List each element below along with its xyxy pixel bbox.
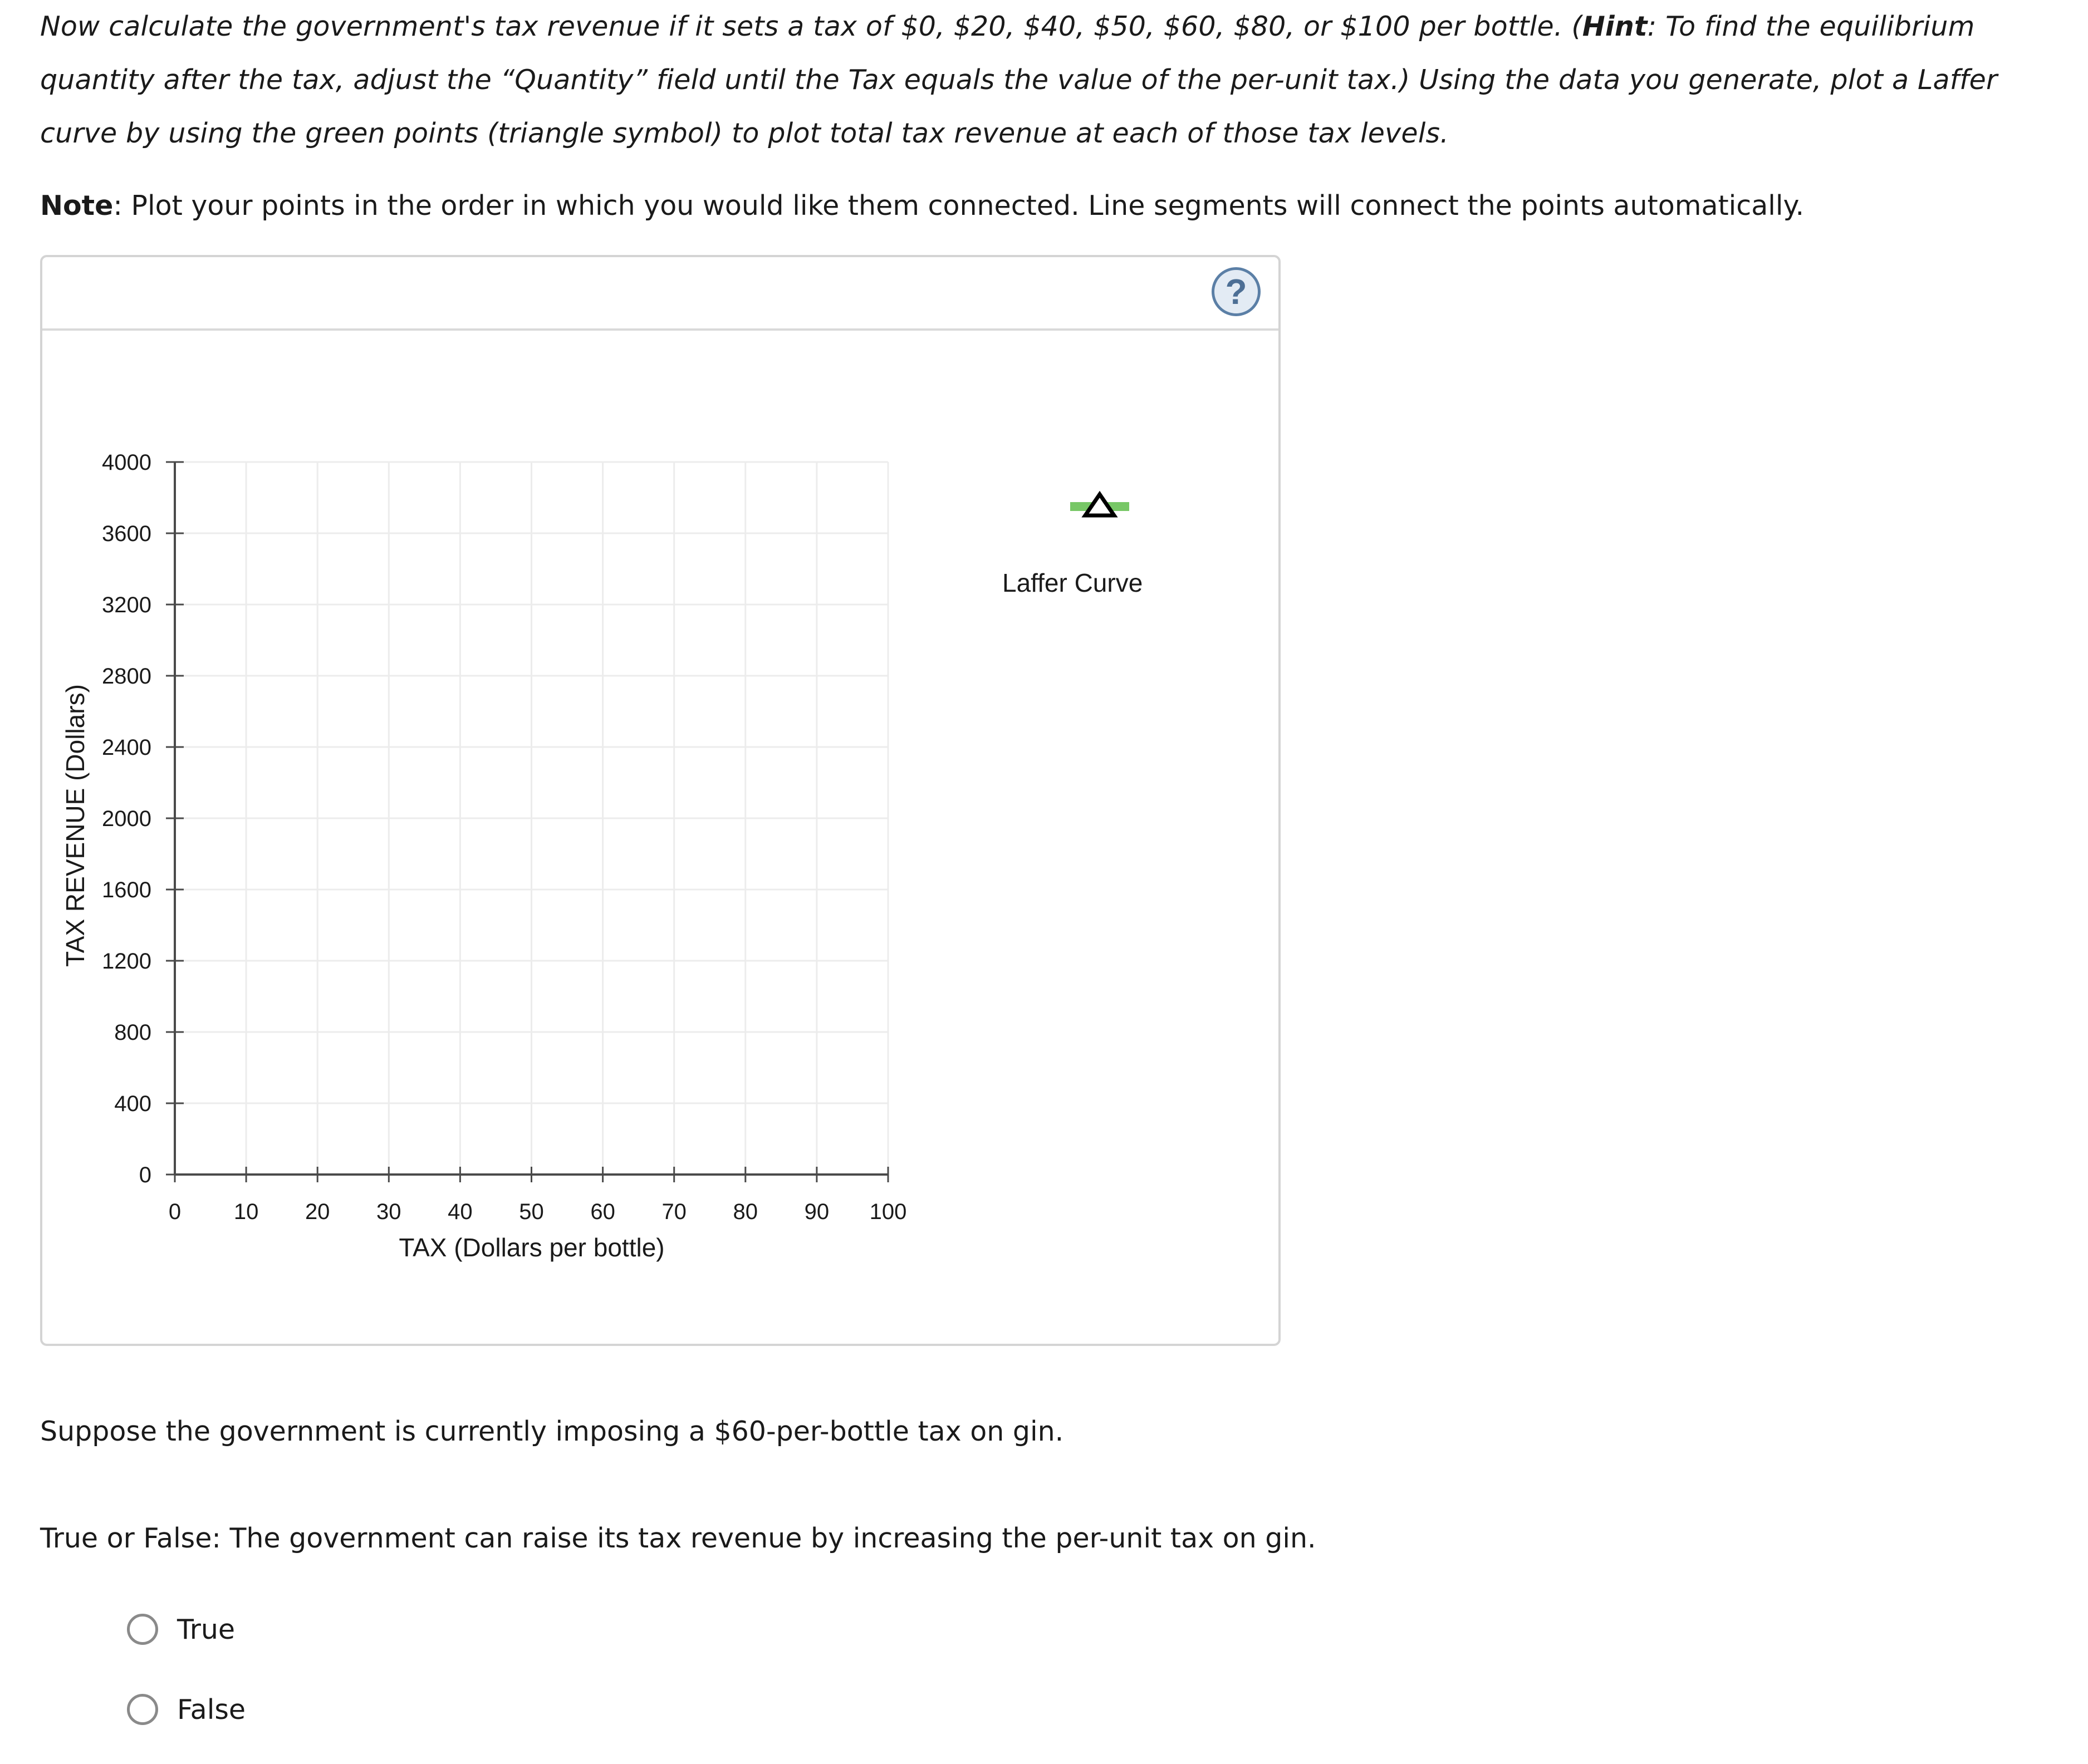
x-tick-labels [169,1200,907,1224]
legend-label: Laffer Curve [1002,568,1143,597]
y-tick-label: 800 [114,1020,151,1045]
question-context: Suppose the government is currently imposing a $60-per-bottle tax on gin. [40,1416,1064,1447]
y-tick-label: 2000 [102,807,151,831]
y-tick-label: 2400 [102,735,151,760]
hint-label: Hint [1582,11,1648,42]
y-axis-title: TAX REVENUE (Dollars) [61,684,90,967]
y-tick-labels [102,450,151,1187]
legend-laffer-curve-marker[interactable] [1070,494,1129,515]
y-tick-label: 400 [114,1092,151,1116]
question-prompt: True or False: The government can raise its tax revenue by increasing the per-unit tax on gin. [40,1522,1316,1554]
y-tick-label: 1600 [102,878,151,902]
chart-grid [175,462,888,1175]
x-tick-label: 10 [233,1200,259,1224]
option-false-label: False [177,1693,246,1726]
x-tick-label: 50 [519,1200,544,1224]
x-tick-label: 100 [869,1200,907,1224]
help-icon[interactable]: ? [1212,267,1261,316]
y-tick-label: 3600 [102,522,151,546]
y-tick-label: 1200 [102,949,151,974]
note-body: : Plot your points in the order in which you would like them connected. Line segments will connect the points automatically. [113,190,1805,222]
y-tick-label: 0 [139,1163,151,1187]
chart-axes [166,462,888,1182]
radio-true[interactable] [127,1614,158,1645]
y-tick-label: 4000 [102,450,151,475]
x-tick-label: 30 [376,1200,401,1224]
x-tick-label: 0 [168,1200,182,1224]
option-true[interactable] [127,1610,235,1649]
instructions-part1: Now calculate the government's tax revenue if it sets a tax of $0, $20, $40, $50, $60, $80, or $100 per bottle. ( [40,11,1582,42]
option-true-label: True [177,1613,236,1645]
x-tick-label: 40 [448,1200,473,1224]
x-tick-label: 20 [305,1200,330,1224]
x-tick-label: 80 [733,1200,758,1224]
note-label: Note [40,190,114,222]
x-tick-label: 70 [661,1200,687,1224]
y-tick-label: 3200 [102,593,151,617]
x-axis-title: TAX (Dollars per bottle) [399,1233,665,1262]
radio-false[interactable] [127,1694,158,1725]
y-tick-label: 2800 [102,664,151,689]
instructions-part2: : To find the equilibrium quantity after the tax, adjust the “Quantity” field until the Tax equals the value of the per-unit tax.) Using the data you generate, plot a Laffer curve by using the green points (triangle symbol) to plot total tax revenue at each of those tax levels. [40,11,1998,149]
x-tick-label: 60 [590,1200,615,1224]
option-false[interactable] [127,1690,246,1729]
x-tick-label: 90 [804,1200,830,1224]
